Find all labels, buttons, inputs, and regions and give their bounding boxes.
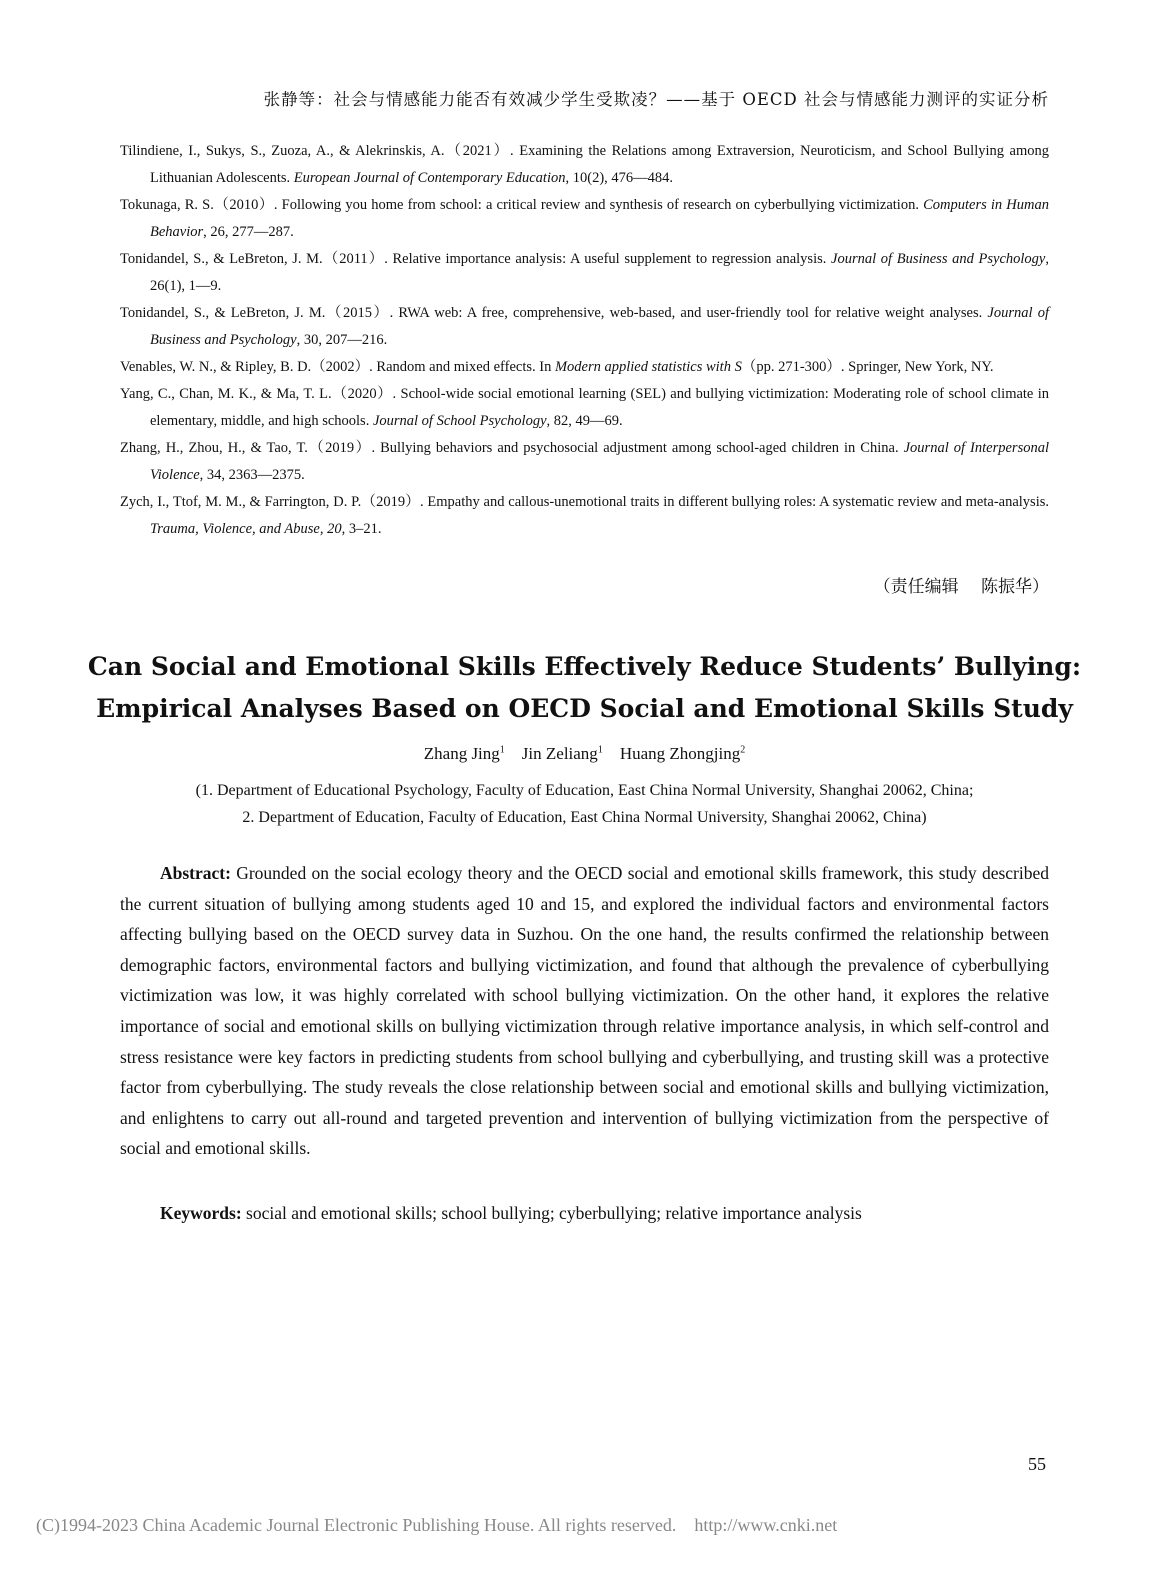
keywords — [120, 1198, 1049, 1228]
keywords-text: social and emotional skills; school bullying; cyberbullying; relative importance analysis — [241, 1203, 862, 1223]
affiliation-marker: 2 — [740, 744, 746, 756]
reference-list — [120, 138, 1049, 543]
journal-name: Computers in Human Behavior — [150, 197, 1049, 240]
abstract-text: Grounded on the social ecology theory and the OECD social and emotional skills framework, this study described the current situation of bullying among students aged 10 and 15, and explored the individual factors and environmental factors affecting bullying based on the OECD survey data in Suzhou. On the one hand, the results confirmed the relationship between demographic factors, environmental factors and bullying victimization, and found that although the prevalence of cyberbullying victimization was low, it was highly correlated with school bullying victimization. On the other hand, it explores the relative importance of social and emotional skills on bullying victimization through relative importance analysis, in which self-control and stress resistance were key factors in predicting students from school bullying and cyberbullying, and trusting skill was a protective factor from cyberbullying. The study reveals the close relationship between social and emotional skills and bullying victimization, and enlightens to carry out all-round and targeted prevention and intervention of bullying victimization from the perspective of social and emotional skills. — [120, 863, 1049, 1159]
running-head: 张静等：社会与情感能力能否有效减少学生受欺凌？——基于 OECD 社会与情感能力测评的实证分析 — [263, 90, 1049, 109]
journal-name: Journal of Business and Psychology — [150, 305, 1049, 348]
affiliation-marker: 1 — [597, 744, 603, 756]
english-title — [60, 646, 1109, 730]
reference-item: Tonidandel, S., & LeBreton, J. M.（2011）. Relative importance analysis: A useful supplement to regression analysis. Journal of Business and Psychology, 26(1), 1—9. — [120, 251, 1049, 294]
reference-item: Yang, C., Chan, M. K., & Ma, T. L.（2020）. School-wide social emotional learning (SEL) and bullying victimization: Moderating role of school climate in elementary, middle, and high schools. Journal of School Psychology, 82, 49—69. — [120, 386, 1049, 429]
reference-item: Venables, W. N., & Ripley, B. D.（2002）. Random and mixed effects. In Modern applied statistics with S（pp. 271-300）. Springer, New York, NY. — [120, 359, 994, 375]
copyright-footer: (C)1994-2023 China Academic Journal Electronic Publishing House. All rights reserved. http://www.cnki.net — [36, 1515, 838, 1535]
journal-name: Journal of School Psychology — [372, 413, 547, 429]
abstract — [120, 858, 1049, 1164]
journal-name: European Journal of Contemporary Education — [293, 170, 566, 186]
responsible-editor: （责任编辑 陈振华） — [873, 577, 1049, 597]
author-name: Jin Zeliang — [521, 744, 598, 763]
affiliation-1: (1. Department of Educational Psychology, Faculty of Education, East China Normal University, Shanghai 20062, China; — [195, 782, 974, 799]
reference-item: Zhang, H., Zhou, H., & Tao, T.（2019）. Bullying behaviors and psychosocial adjustment among school-aged children in China. Journal of Interpersonal Violence, 34, 2363—2375. — [120, 440, 1049, 483]
book-title: Modern applied statistics with S — [554, 359, 742, 375]
affiliation-2: 2. Department of Education, Faculty of Education, East China Normal University, Shanghai 20062, China) — [242, 809, 927, 826]
title-line-2: Empirical Analyses Based on OECD Social and Emotional Skills Study — [96, 694, 1073, 723]
journal-name: Journal of Business and Psychology — [831, 251, 1046, 267]
journal-name: Trauma, Violence, and Abuse, 20 — [150, 521, 342, 537]
author-list — [120, 744, 1049, 764]
author-name: Huang Zhongjing — [619, 744, 741, 763]
reference-item: Zych, I., Ttof, M. M., & Farrington, D. P.（2019）. Empathy and callous-unemotional traits in different bullying roles: A systematic review and meta-analysis. Trauma, Violence, and Abuse, 20, 3–21. — [120, 494, 1049, 537]
title-line-1: Can Social and Emotional Skills Effectively Reduce Students’ Bullying: — [87, 652, 1082, 681]
page-number: 55 — [1028, 1454, 1046, 1474]
reference-item: Tilindiene, I., Sukys, S., Zuoza, A., & Alekrinskis, A.（2021）. Examining the Relations among Extraversion, Neuroticism, and School Bullying among Lithuanian Adolescents. European Journal of Contemporary Education, 10(2), 476—484. — [120, 143, 1049, 186]
abstract-label: Abstract: — [160, 863, 231, 883]
affiliation-marker: 1 — [499, 744, 505, 756]
affiliations — [120, 777, 1049, 831]
reference-item: Tokunaga, R. S.（2010）. Following you home from school: a critical review and synthesis of research on cyberbullying victimization. Computers in Human Behavior, 26, 277—287. — [120, 197, 1049, 240]
keywords-label: Keywords: — [160, 1203, 242, 1223]
author-name: Zhang Jing — [423, 744, 500, 763]
journal-name: Journal of Interpersonal Violence — [150, 440, 1049, 483]
reference-item: Tonidandel, S., & LeBreton, J. M.（2015）. RWA web: A free, comprehensive, web-based, and user-friendly tool for relative weight analyses. Journal of Business and Psychology, 30, 207—216. — [120, 305, 1049, 348]
